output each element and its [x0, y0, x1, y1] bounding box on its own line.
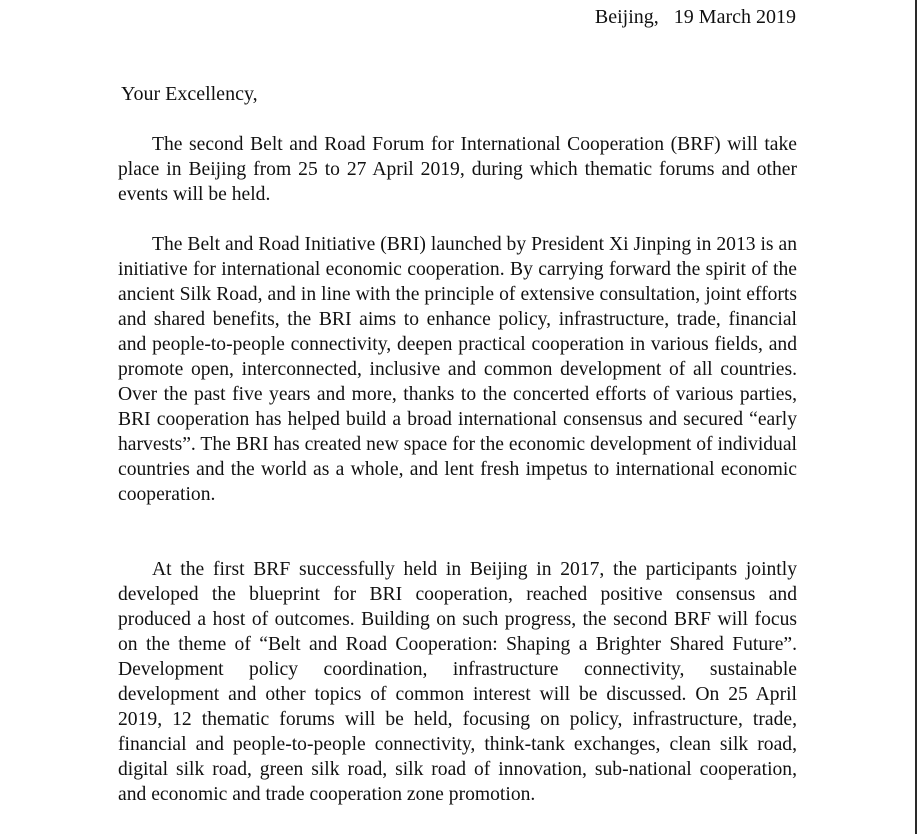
paragraph-text: The second Belt and Road Forum for International Cooperation (BRF) will take place in Beijing from 25 to 27 April 2019, during which thematic forums and other events will be held.: [118, 134, 797, 205]
paragraph-brf-announcement: [118, 132, 797, 207]
page-edge-divider: [915, 0, 917, 834]
letter-salutation: Your Excellency,: [121, 83, 258, 105]
letter-dateline: Beijing, 19 March 2019: [594, 6, 796, 28]
paragraph-forum-program: [118, 557, 797, 807]
paragraph-text: At the first BRF successfully held in Beijing in 2017, the participants jointly developed the blueprint for BRI cooperation, reached positive consensus and produced a host of outcomes. Building on such progress, the second BRF will focus on the theme of “Belt and Road Cooperation: Shaping a Brighter Shared Future”. Development policy coordination, infrastructure connectivity, sustainable development and other topics of common interest will be discussed. On 25 April 2019, 12 thematic forums will be held, focusing on policy, infrastructure, trade, financial and people-to-people connectivity, think-tank exchanges, clean silk road, digital silk road, green silk road, silk road of innovation, sub-national cooperation, and economic and trade cooperation zone promotion.: [118, 559, 797, 805]
paragraph-bri-background: [118, 232, 797, 507]
paragraph-text: The Belt and Road Initiative (BRI) launched by President Xi Jinping in 2013 is an initiative for international economic cooperation. By carrying forward the spirit of the ancient Silk Road, and in line with the principle of extensive consultation, joint efforts and shared benefits, the BRI aims to enhance policy, infrastructure, trade, financial and people-to-people connectivity, deepen practical cooperation in various fields, and promote open, interconnected, inclusive and common development of all countries. Over the past five years and more, thanks to the concerted efforts of various parties, BRI cooperation has helped build a broad international consensus and secured “early harvests”. The BRI has created new space for the economic development of individual countries and the world as a whole, and lent fresh impetus to international economic cooperation.: [118, 234, 797, 505]
